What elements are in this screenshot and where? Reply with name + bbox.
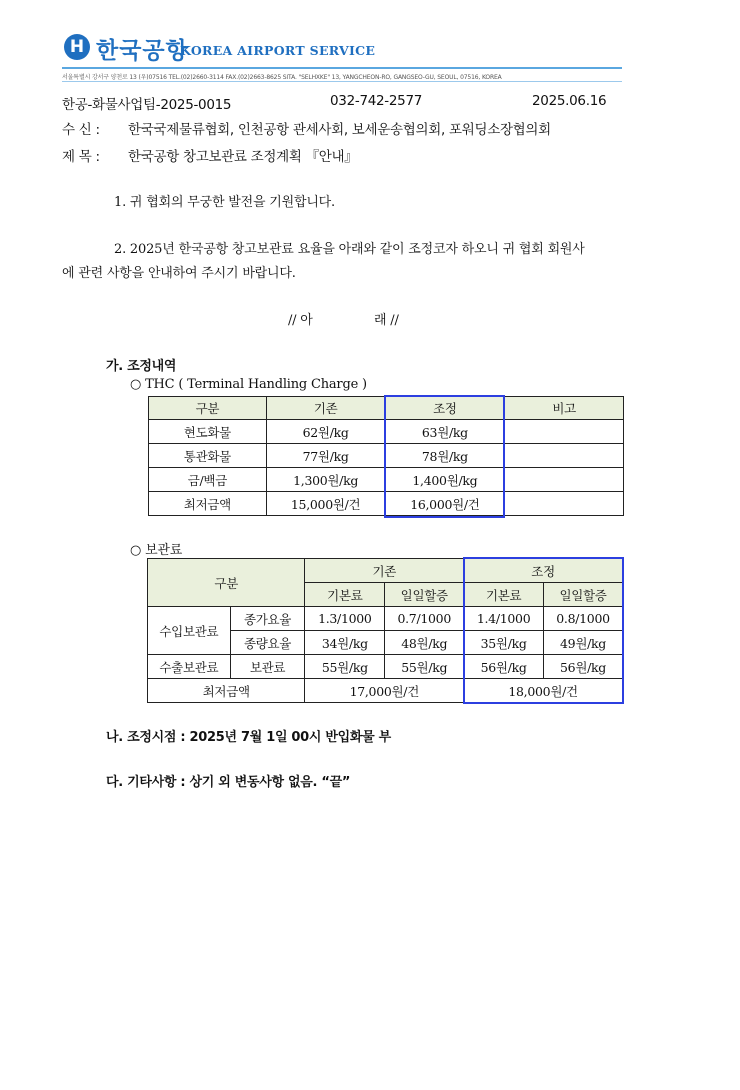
table-cell <box>505 420 624 444</box>
table-cell <box>505 468 624 492</box>
table-cell: 35원/kg <box>464 631 544 655</box>
table-cell: 77원/kg <box>266 444 385 468</box>
table-cell: 15,000원/건 <box>266 492 385 516</box>
company-name-ko: 한국공항 <box>96 38 189 64</box>
table-cell: 63원/kg <box>385 420 505 444</box>
below-heading-right: 래 // <box>374 313 399 328</box>
section-a-title: 가. 조정내역 <box>106 359 177 374</box>
subject-label: 제 목 : <box>62 149 100 165</box>
table-header: 기존 <box>266 397 385 420</box>
storage-header-existing: 기존 <box>305 559 464 583</box>
table-row <box>149 468 624 492</box>
storage-header-base: 기본료 <box>464 583 544 607</box>
recipient-value: 한국국제물류협회, 인천공항 관세사회, 보세운송협의회, 포워딩소장협의회 <box>128 122 551 138</box>
export-storage-label: 수출보관료 <box>148 655 231 679</box>
document-number: 한공-화물사업팀-2025-0015 <box>62 97 232 113</box>
storage-header-category: 구분 <box>148 559 305 607</box>
recipient-label: 수 신 : <box>62 122 100 138</box>
letterhead-divider-thin <box>62 81 622 82</box>
thc-table <box>148 396 624 516</box>
table-header-row <box>149 397 624 420</box>
import-storage-label: 수입보관료 <box>148 607 231 655</box>
table-cell: 최저금액 <box>149 492 267 516</box>
table-cell: 1,300원/kg <box>266 468 385 492</box>
table-row <box>149 444 624 468</box>
table-row <box>148 679 623 703</box>
table-cell: 보관료 <box>230 655 305 679</box>
table-cell: 56원/kg <box>544 655 623 679</box>
storage-header-base: 기본료 <box>305 583 385 607</box>
table-cell: 62원/kg <box>266 420 385 444</box>
table-cell <box>505 444 624 468</box>
minimum-amount-adjusted: 18,000원/건 <box>464 679 623 703</box>
table-cell: 1.3/1000 <box>305 607 385 631</box>
table-row <box>148 655 623 679</box>
minimum-amount-label: 최저금액 <box>148 679 305 703</box>
storage-label: ○ 보관료 <box>130 543 183 558</box>
table-cell: 55원/kg <box>305 655 385 679</box>
table-cell: 현도화물 <box>149 420 267 444</box>
table-row <box>149 492 624 516</box>
section-c: 다. 기타사항 : 상기 외 변동사항 없음. “끝” <box>106 775 351 790</box>
minimum-amount-existing: 17,000원/건 <box>305 679 464 703</box>
table-row <box>148 607 623 631</box>
table-header: 비고 <box>505 397 624 420</box>
storage-header-adjusted: 조정 <box>464 559 623 583</box>
table-cell: 통관화물 <box>149 444 267 468</box>
subject-value: 한국공항 창고보관료 조정계획 『안내』 <box>128 149 358 165</box>
table-header: 조정 <box>385 397 505 420</box>
table-cell: 0.7/1000 <box>385 607 464 631</box>
storage-header-daily: 일일할증 <box>385 583 464 607</box>
company-logo-icon: H <box>64 34 90 60</box>
table-cell: 종량요율 <box>230 631 305 655</box>
table-cell: 종가요율 <box>230 607 305 631</box>
table-header: 구분 <box>149 397 267 420</box>
table-cell: 금/백금 <box>149 468 267 492</box>
document-date: 2025.06.16 <box>532 93 607 109</box>
paragraph-1: 1. 귀 협회의 무궁한 발전을 기원합니다. <box>114 195 335 210</box>
table-cell: 55원/kg <box>385 655 464 679</box>
table-cell: 0.8/1000 <box>544 607 623 631</box>
table-cell <box>505 492 624 516</box>
storage-table <box>147 558 623 703</box>
table-cell: 1,400원/kg <box>385 468 505 492</box>
thc-label: ○ THC ( Terminal Handling Charge ) <box>130 377 367 392</box>
table-cell: 49원/kg <box>544 631 623 655</box>
contact-phone: 032-742-2577 <box>330 93 423 109</box>
paragraph-2-line-2: 에 관련 사항을 안내하여 주시기 바랍니다. <box>62 266 296 281</box>
below-heading-left: // 아 <box>288 313 313 328</box>
table-cell: 1.4/1000 <box>464 607 544 631</box>
letterhead-divider <box>62 67 622 69</box>
table-row <box>149 420 624 444</box>
table-cell: 78원/kg <box>385 444 505 468</box>
table-cell: 16,000원/건 <box>385 492 505 516</box>
storage-header-daily: 일일할증 <box>544 583 623 607</box>
section-b: 나. 조정시점 : 2025년 7월 1일 00시 반입화물 부 <box>106 730 391 745</box>
table-cell: 48원/kg <box>385 631 464 655</box>
company-address: 서울특별시 강서구 양천로 13 (우)07516 TEL.(02)2660-3114 FAX.(02)2663-8625 SITA. "SELHXKE" 13, YANGCHEON-RO, GANGSEO-GU, SEOUL, 07516, KOREA <box>62 74 502 81</box>
paragraph-2-line-1: 2. 2025년 한국공항 창고보관료 요율을 아래와 같이 조정코자 하오니 귀 협회 회원사 <box>114 242 585 257</box>
company-name-en: KOREA AIRPORT SERVICE <box>180 43 376 58</box>
table-cell: 34원/kg <box>305 631 385 655</box>
table-cell: 56원/kg <box>464 655 544 679</box>
